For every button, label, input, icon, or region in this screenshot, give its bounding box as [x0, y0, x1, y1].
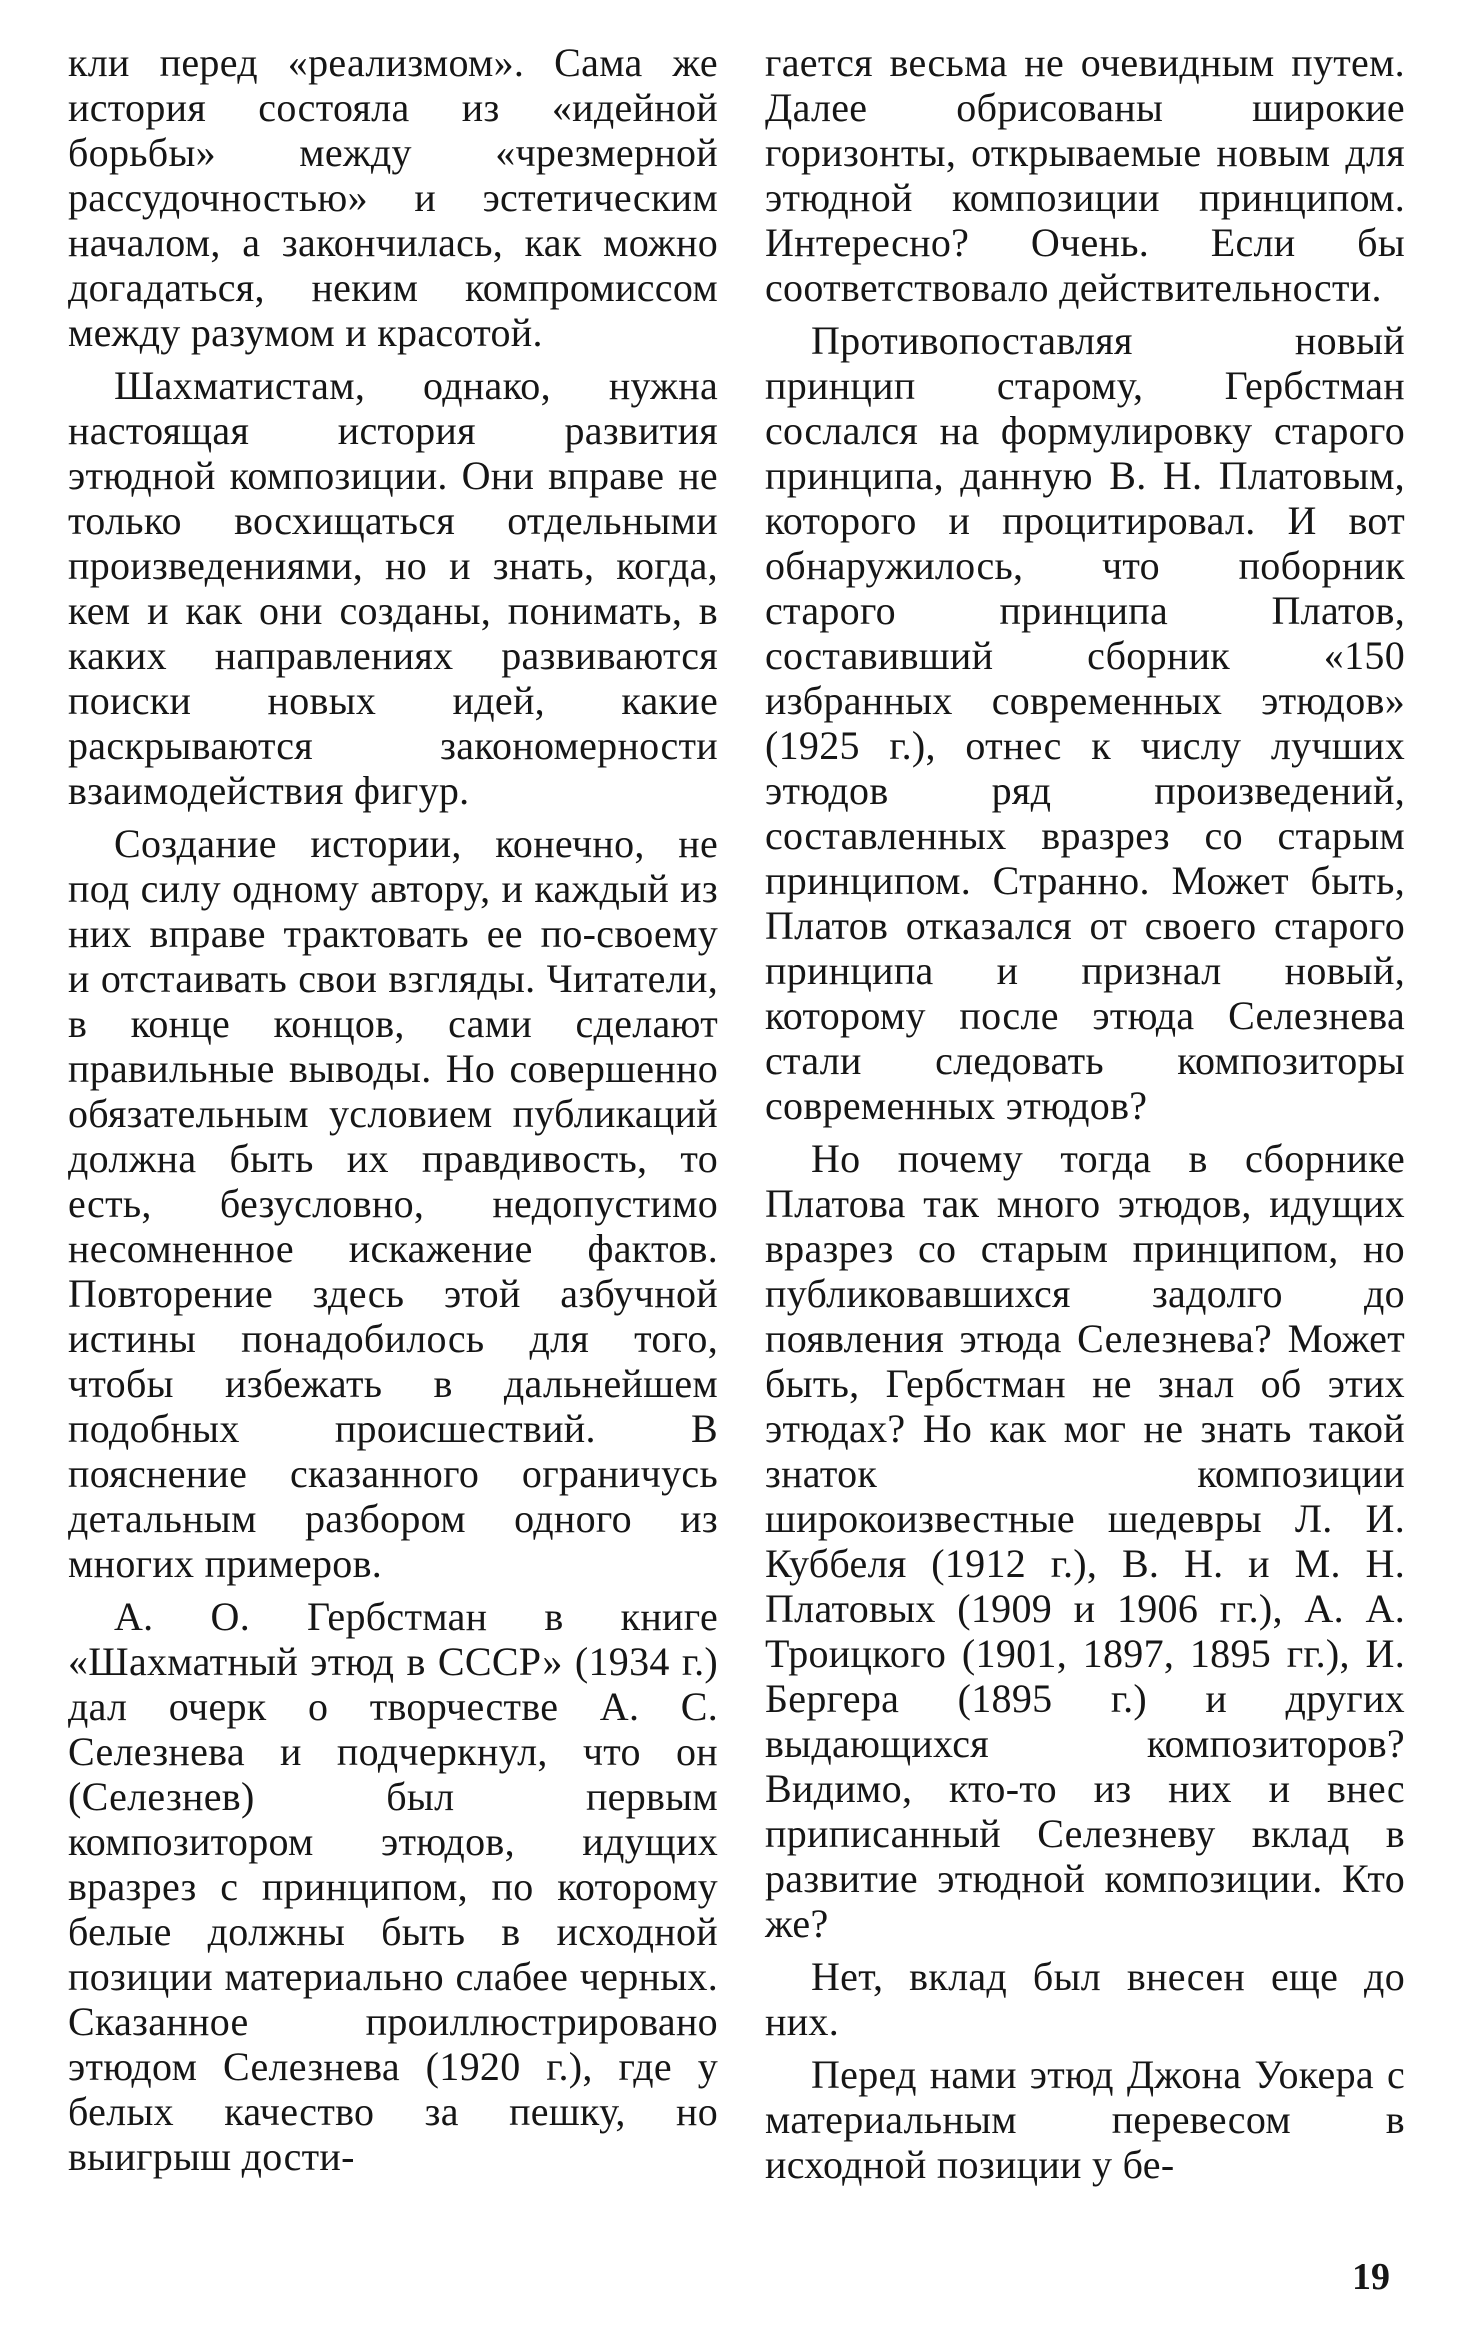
paragraph: Противопоставляя новый принцип старому, Гербстман сослался на формулировку старого принципа, данную В. Н. Платовым, которого и процитировал. И вот обнаружилось, что поборник старого принципа Платов, составивший сборник «150 избранных современных этюдов» (1925 г.), отнес к числу лучших этюдов ряд произведений, составленных вразрез со старым принципом. Странно. Может быть, Платов отказался от своего старого принципа и признал новый, которому после этюда Селезнева стали следовать композиторы современных этюдов? [765, 318, 1405, 1128]
paragraph: кли перед «реализмом». Сама же история состояла из «идейной борьбы» между «чрезмерной рассудочностью» и эстетическим началом, а закончилась, как можно догадаться, неким компромиссом между разумом и красотой. [68, 40, 718, 355]
paragraph: А. О. Гербстман в книге «Шахматный этюд в СССР» (1934 г.) дал очерк о творчестве А. С. Селезнева и подчеркнул, что он (Селезнев) был первым композитором этюдов, идущих вразрез с принципом, по которому белые должны быть в исходной позиции материально слабее черных. Сказанное проиллюстрировано этюдом Селезнева (1920 г.), где у белых качество за пешку, но выигрыш дости- [68, 1594, 718, 2179]
paragraph: Но почему тогда в сборнике Платова так много этюдов, идущих вразрез со старым принципом, но публиковавшихся задолго до появления этюда Селезнева? Может быть, Гербстман не знал об этих этюдах? Но как мог не знать такой знаток композиции широкоизвестные шедевры Л. И. Куббеля (1912 г.), В. Н. и М. Н. Платовых (1909 и 1906 гг.), А. А. Троицкого (1901, 1897, 1895 гг.), И. Бергера (1895 г.) и других выдающихся композиторов? Видимо, кто-то из них и внес приписанный Селезневу вклад в развитие этюдной композиции. Кто же? [765, 1136, 1405, 1946]
paragraph: Создание истории, конечно, не под силу одному автору, и каждый из них вправе трактовать ее по-своему и отстаивать свои взгляды. Читатели, в конце концов, сами сделают правильные выводы. Но совершенно обязательным условием публикаций должна быть их правдивость, то есть, безусловно, недопустимо несомненное искажение фактов. Повторение здесь этой азбучной истины понадобилось для того, чтобы избежать в дальнейшем подобных происшествий. В пояснение сказанного ограничусь детальным разбором одного из многих примеров. [68, 821, 718, 1586]
paragraph: Шахматистам, однако, нужна настоящая история развития этюдной композиции. Они вправе не только восхищаться отдельными произведениями, но и знать, когда, кем и как они созданы, понимать, в каких направлениях развиваются поиски новых идей, какие раскрываются закономерности взаимодействия фигур. [68, 363, 718, 813]
paragraph: Нет, вклад был внесен еще до них. [765, 1954, 1405, 2044]
paragraph: гается весьма не очевидным путем. Далее обрисованы широкие горизонты, открываемые новым для этюдной композиции принципом. Интересно? Очень. Если бы соответствовало действительности. [765, 40, 1405, 310]
left-column [68, 40, 718, 2187]
paragraph: Перед нами этюд Джона Уокера с материальным перевесом в исходной позиции у бе- [765, 2052, 1405, 2187]
right-column [765, 40, 1405, 2195]
page-number: 19 [1352, 2256, 1390, 2298]
